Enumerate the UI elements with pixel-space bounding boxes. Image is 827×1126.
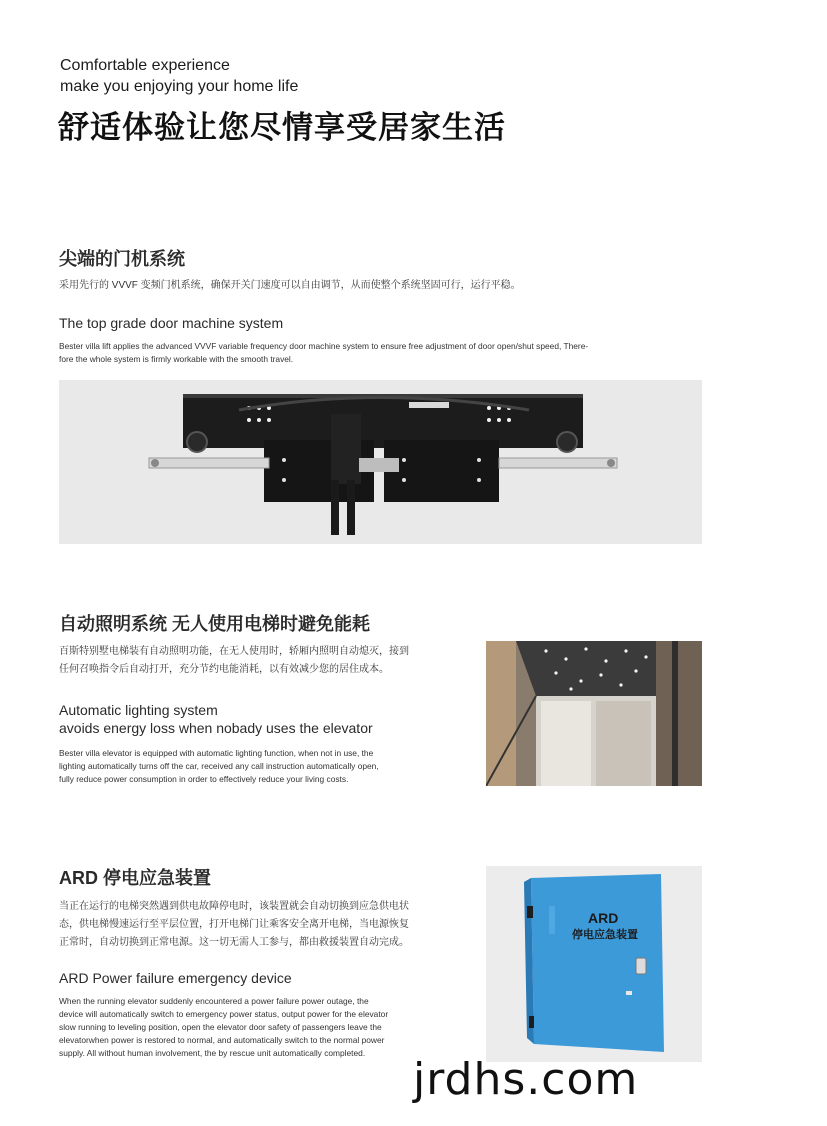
lighting-section-title-en-line1: Automatic lighting system	[59, 702, 218, 718]
ard-section-desc-en-line2: device will automatically switch to emergency power status, output power for the elevator	[59, 1009, 389, 1019]
ard-section-title-en: ARD Power failure emergency device	[59, 970, 292, 986]
header-en-line2: make you enjoying your home life	[60, 78, 299, 95]
cabinet-label-cn: 停电应急装置	[572, 929, 638, 941]
watermark: jrdhs.com	[413, 1054, 639, 1105]
door-section-title-en: The top grade door machine system	[59, 315, 284, 331]
ard-section-desc-cn-line2: 态，供电梯慢速运行至平层位置，打开电梯门让乘客安全离开电梯，当电源恢复	[59, 919, 409, 930]
door-machine-illustration	[59, 380, 702, 544]
ard-section-desc-en-line5: supply. All without human involvement, the by rescue unit automatically completed.	[59, 1048, 366, 1058]
ard-section-desc-en-line4: elevatorwhen power is restored to normal, and automatically switch to the normal power	[59, 1035, 385, 1045]
door-machine-image	[59, 380, 702, 544]
ard-section-title-cn: ARD 停电应急装置	[59, 868, 211, 888]
door-section-desc-en-line2: fore the whole system is firmly workable with the smooth travel.	[59, 354, 294, 364]
lighting-section-desc-en-line3: fully reduce power consumption in order to effectively reduce your living costs.	[59, 774, 349, 784]
lighting-section-desc-en-line2: lighting automatically turns off the car, received any call instruction automatically open,	[59, 761, 379, 771]
elevator-ceiling-illustration	[486, 641, 702, 786]
elevator-lighting-photo	[486, 641, 702, 786]
ard-cabinet-photo	[486, 866, 702, 1062]
lighting-section-desc-en-line1: Bester villa elevator is equipped with automatic lighting function, when not in use, the	[59, 748, 374, 758]
door-section-desc-cn: 采用先行的 VVVF 变频门机系统，确保开关门速度可以自由调节，从而使整个系统坚固可行，运行平稳。	[59, 280, 521, 291]
ard-section-desc-cn-line1: 当正在运行的电梯突然遇到供电故障停电时，该装置就会自动切换到应急供电状	[59, 901, 409, 912]
lighting-section-desc-cn-line2: 任何召唤指令后自动打开，充分节约电能消耗，以有效减少您的居住成本。	[59, 664, 389, 675]
ard-cabinet-illustration	[486, 866, 702, 1062]
lighting-section-desc-cn-line1: 百斯特别墅电梯装有自动照明功能，在无人使用时，轿厢内照明自动熄灭，接到	[59, 646, 409, 657]
ard-section-desc-cn-line3: 正常时，自动切换到正常电源。这一切无需人工参与，都由救援装置自动完成。	[59, 937, 409, 948]
cabinet-label-en: ARD	[588, 910, 619, 926]
lighting-section-title-en-line2: avoids energy loss when nobady uses the elevator	[59, 720, 373, 736]
door-section-title-cn: 尖端的门机系统	[59, 249, 185, 269]
page-title: 舒适体验让您尽情享受居家生活	[58, 110, 506, 145]
header-en-line1: Comfortable experience	[60, 57, 230, 74]
ard-section-desc-en-line1: When the running elevator suddenly encountered a power failure power outage, the	[59, 996, 369, 1006]
lighting-section-title-cn: 自动照明系统 无人使用电梯时避免能耗	[59, 614, 370, 634]
door-section-desc-en-line1: Bester villa lift applies the advanced VVVF variable frequency door machine system to ensure free adjustment of door open/shut speed, There-	[59, 341, 589, 351]
ard-section-desc-en-line3: slow running to leveling position, open the elevator door safety of passengers leave the	[59, 1022, 382, 1032]
